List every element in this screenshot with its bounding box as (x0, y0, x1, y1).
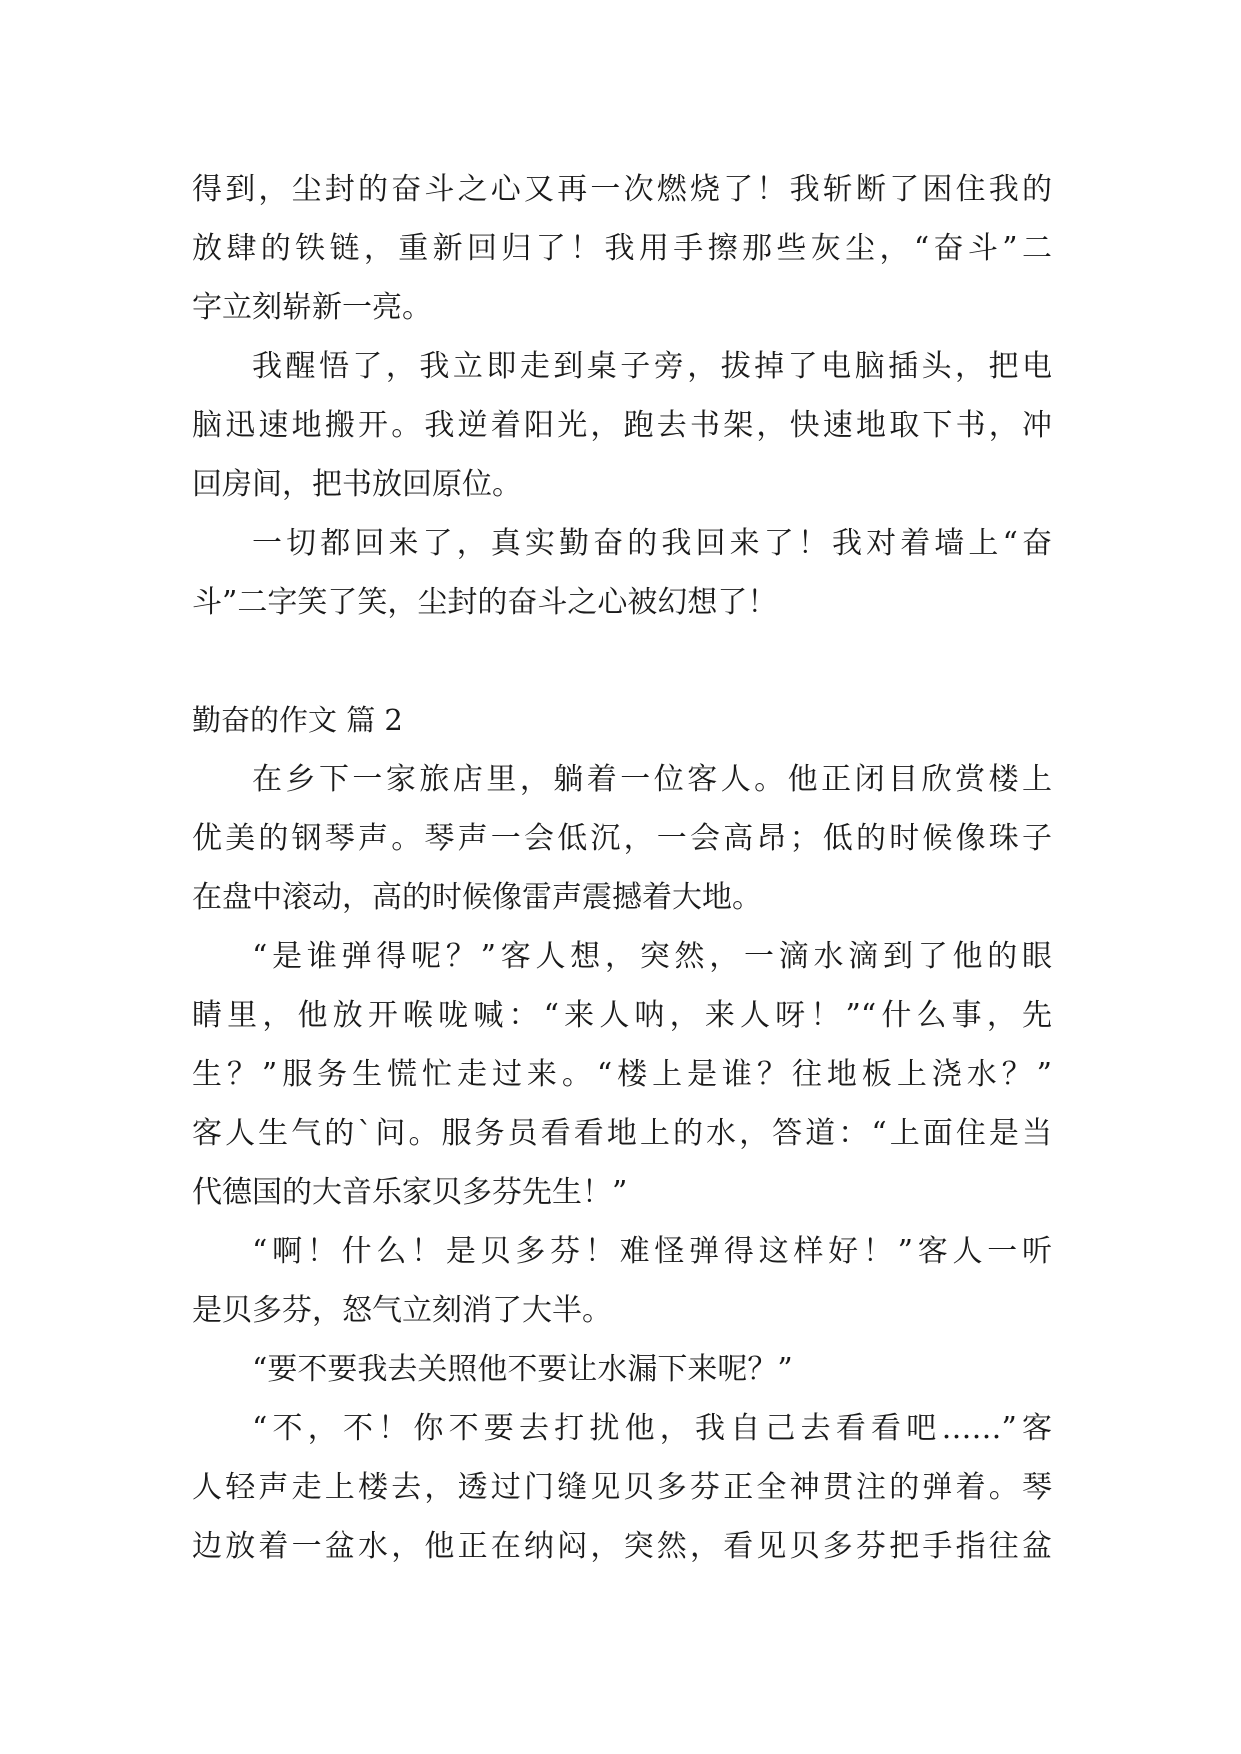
text-line: 在乡下一家旅店里，躺着一位客人。他正闭目欣赏楼上 (252, 762, 1052, 797)
paragraph (192, 750, 1052, 927)
text-line: “要不要我去关照他不要让水漏下来呢？” (252, 1352, 793, 1387)
text-line: 字立刻崭新一亮。 (192, 290, 432, 325)
text-line: “啊！什么！是贝多芬！难怪弹得这样好！”客人一听 (252, 1234, 1052, 1269)
paragraph (192, 1340, 1052, 1399)
paragraph (192, 160, 1052, 337)
text-line: 是贝多芬，怒气立刻消了大半。 (192, 1293, 612, 1328)
text-line: 边放着一盆水，他正在纳闷，突然，看见贝多芬把手指往盆 (192, 1529, 1052, 1564)
text-line: 得到，尘封的奋斗之心又再一次燃烧了！我斩断了困住我的 (192, 172, 1052, 207)
text-line: 生？”服务生慌忙走过来。“楼上是谁？往地板上浇水？” (192, 1057, 1052, 1092)
text-line: 一切都回来了，真实勤奋的我回来了！我对着墙上“奋 (252, 526, 1052, 561)
text-line: 睛里，他放开喉咙喊：“来人呐，来人呀！”“什么事，先 (192, 998, 1052, 1033)
text-line: 回房间，把书放回原位。 (192, 467, 522, 502)
paragraph (192, 337, 1052, 514)
document-body (192, 160, 1052, 1576)
text-line: 脑迅速地搬开。我逆着阳光，跑去书架，快速地取下书，冲 (192, 408, 1052, 443)
section-title: 勤奋的作文 篇 2 (192, 703, 403, 737)
paragraph (192, 514, 1052, 632)
text-line: 人轻声走上楼去，透过门缝见贝多芬正全神贯注的弹着。琴 (192, 1470, 1052, 1505)
text-line: 客人生气的`问。服务员看看地上的水，答道：“上面住是当 (192, 1116, 1052, 1151)
text-line: 代德国的大音乐家贝多芬先生！” (192, 1175, 628, 1210)
section-spacer (192, 632, 1052, 691)
paragraph (192, 1399, 1052, 1576)
text-line: 在盘中滚动，高的时候像雷声震撼着大地。 (192, 880, 762, 915)
text-line: 斗”二字笑了笑，尘封的奋斗之心被幻想了！ (192, 585, 778, 620)
paragraph (192, 927, 1052, 1222)
text-line: 放肆的铁链，重新回归了！我用手擦那些灰尘，“奋斗”二 (192, 231, 1052, 266)
text-line: “不，不！你不要去打扰他，我自己去看看吧……”客 (252, 1411, 1052, 1446)
text-line: “是谁弹得呢？”客人想，突然，一滴水滴到了他的眼 (252, 939, 1052, 974)
paragraph (192, 1222, 1052, 1340)
text-line: 优美的钢琴声。琴声一会低沉，一会高昂；低的时候像珠子 (192, 821, 1052, 856)
text-line: 我醒悟了，我立即走到桌子旁，拔掉了电脑插头，把电 (252, 349, 1052, 384)
